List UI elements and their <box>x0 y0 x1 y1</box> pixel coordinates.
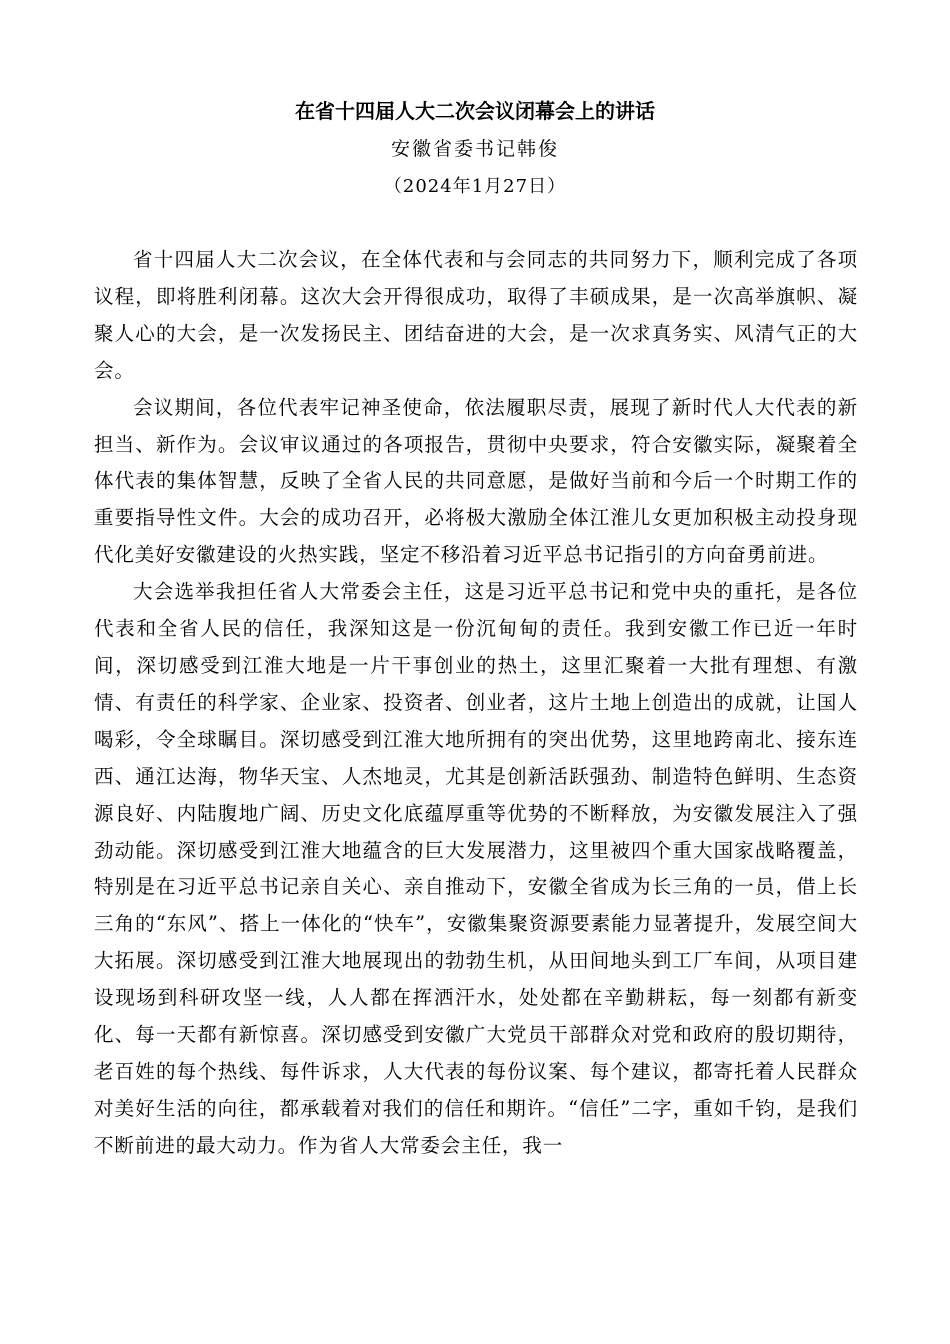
document-body <box>94 242 858 1165</box>
document-title: 在省十四届人大二次会议闭幕会上的讲话 <box>295 99 655 123</box>
document-date: （2024年1月27日） <box>383 176 567 197</box>
document-author: 安徽省委书记韩俊 <box>390 138 559 160</box>
paragraph-3: 大会选举我担任省人大常委会主任，这是习近平总书记和党中央的重托，是各位代表和全省人民的信任，我深知这是一份沉甸甸的责任。我到安徽工作已近一年时间，深切感受到江淮大地是一片干事创业的热土，这里汇聚着一大批有理想、有激情、有责任的科学家、企业家、投资者、创业者，这片土地上创造出的成就，让国人喝彩，令全球瞩目。深切感受到江淮大地所拥有的突出优势，这里地跨南北、接东连西、通江达海，物华天宝、人杰地灵，尤其是创新活跃强劲、制造特色鲜明、生态资源良好、内陆腹地广阔、历史文化底蕴厚重等优势的不断释放，为安徽发展注入了强劲动能。深切感受到江淮大地蕴含的巨大发展潜力，这里被四个重大国家战略覆盖，特别是在习近平总书记亲自关心、亲自推动下，安徽全省成为长三角的一员，借上长三角的“东风”、搭上一体化的“快车”，安徽集聚资源要素能力显著提升，发展空间大大拓展。深切感受到江淮大地展现出的勃勃生机，从田间地头到工厂车间，从项目建设现场到科研攻坚一线，人人都在挥洒汗水，处处都在辛勤耕耘，每一刻都有新变化、每一天都有新惊喜。深切感受到安徽广大党员干部群众对党和政府的殷切期待，老百姓的每个热线、每件诉求，人大代表的每份议案、每个建议，都寄托着人民群众对美好生活的向往，都承载着对我们的信任和期许。“信任”二字，重如千钧，是我们不断前进的最大动力。作为省人大常委会主任，我一 <box>94 580 858 1157</box>
paragraph-2: 会议期间，各位代表牢记神圣使命，依法履职尽责，展现了新时代人大代表的新担当、新作为。会议审议通过的各项报告，贯彻中央要求，符合安徽实际，凝聚着全体代表的集体智慧，反映了全省人民的共同意愿，是做好当前和今后一个时期工作的重要指导性文件。大会的成功召开，必将极大激励全体江淮儿女更加积极主动投身现代化美好安徽建设的火热实践，坚定不移沿着习近平总书记指引的方向奋勇前进。 <box>94 395 858 567</box>
paragraph-1: 省十四届人大二次会议，在全体代表和与会同志的共同努力下，顺利完成了各项议程，即将胜利闭幕。这次大会开得很成功，取得了丰硕成果，是一次高举旗帜、凝聚人心的大会，是一次发扬民主、团结奋进的大会，是一次求真务实、风清气正的大会。 <box>94 248 858 382</box>
